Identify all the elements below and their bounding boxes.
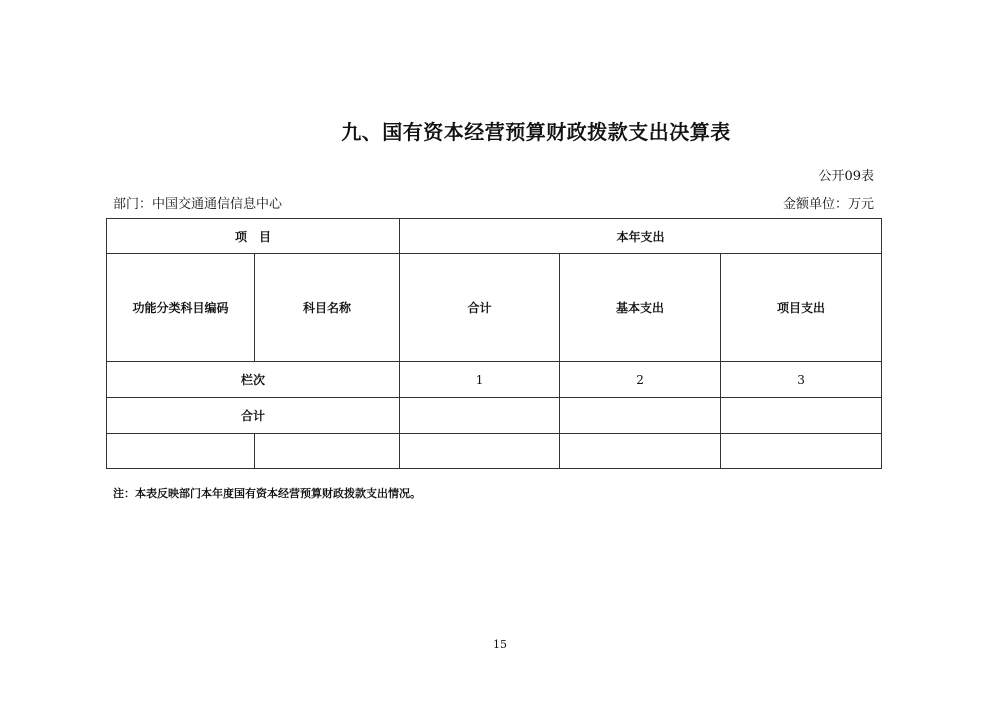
index-cell-3: 3 (721, 362, 882, 398)
col-name-header: 科目名称 (255, 254, 400, 362)
project-value-cell (721, 434, 882, 469)
total-value-cell (400, 434, 560, 469)
header-item: 项 目 (107, 219, 400, 254)
col-project-header: 项目支出 (721, 254, 882, 362)
code-cell (107, 434, 255, 469)
table-total-row (107, 398, 882, 434)
basic-total-cell (560, 398, 721, 434)
department-label: 部门：中国交通通信信息中心 (113, 197, 283, 212)
index-cell-2: 2 (560, 362, 721, 398)
index-cell-1: 1 (400, 362, 560, 398)
header-expenditure: 本年支出 (400, 219, 882, 254)
name-cell (255, 434, 400, 469)
row-total-label: 合计 (107, 398, 400, 434)
col-code-header: 功能分类科目编码 (107, 254, 255, 362)
page-title: 九、国有资本经营预算财政拨款支出决算表 (341, 120, 731, 144)
amount-unit-label: 金额单位：万元 (782, 197, 874, 212)
col-basic-header: 基本支出 (560, 254, 721, 362)
table-row (107, 434, 882, 469)
col-total-header: 合计 (400, 254, 560, 362)
form-number: 公开09表 (818, 169, 874, 184)
page-number: 15 (493, 638, 507, 651)
budget-table (106, 218, 882, 469)
table-column-row (107, 254, 882, 362)
table-header-row (107, 219, 882, 254)
basic-value-cell (560, 434, 721, 469)
project-total-cell (721, 398, 882, 434)
total-cell (400, 398, 560, 434)
table-index-row (107, 362, 882, 398)
table-note: 注：本表反映部门本年度国有资本经营预算财政拨款支出情况。 (113, 487, 421, 500)
row-index-label: 栏次 (107, 362, 400, 398)
